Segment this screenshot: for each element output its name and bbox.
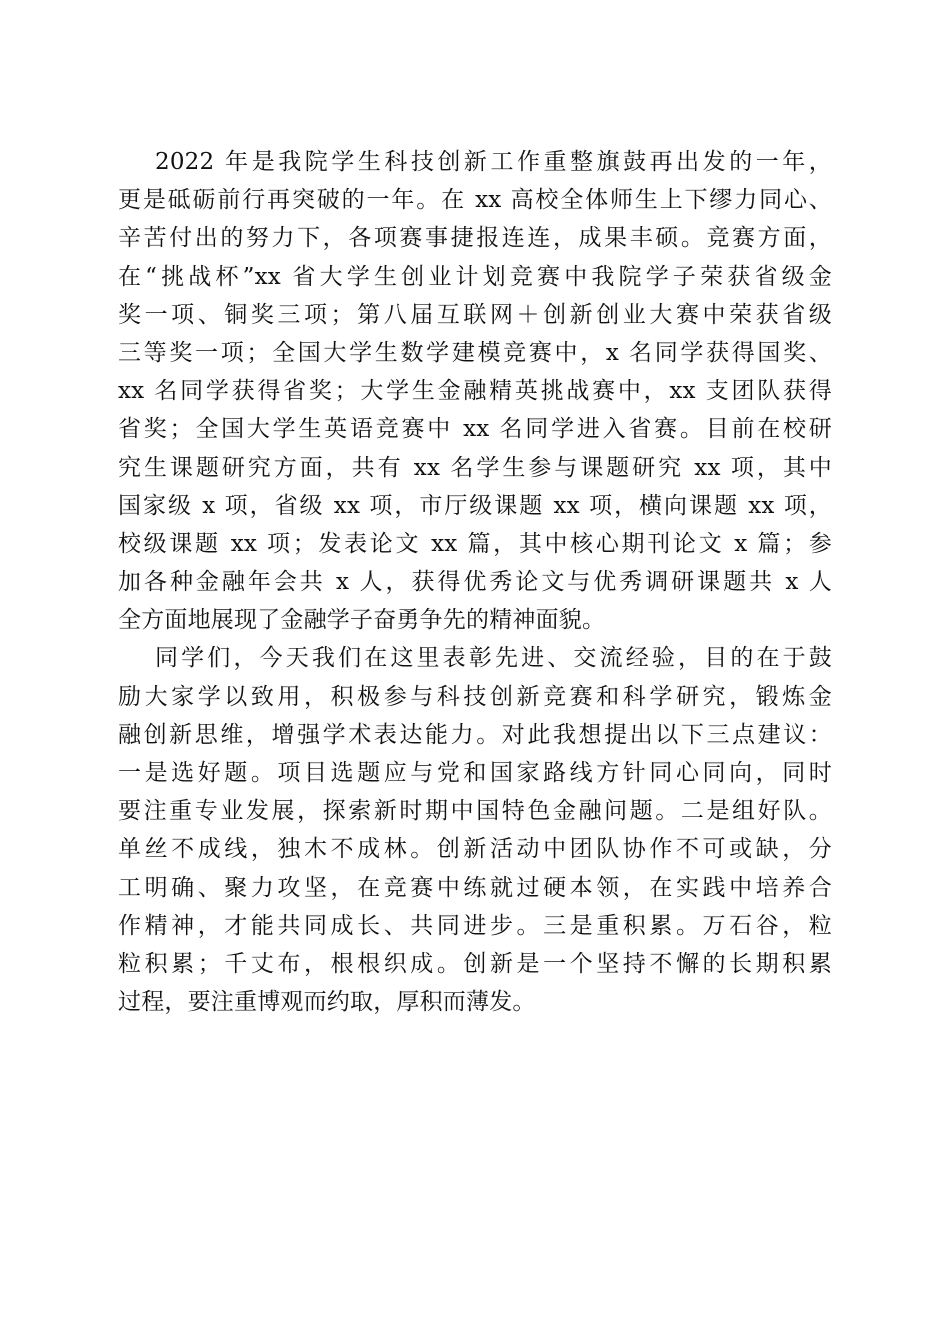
text-line: 粒积累；千丈布，根根织成。创新是一个坚持不懈的长期积累	[118, 950, 832, 977]
text-line: 工明确、聚力攻坚，在竞赛中练就过硬本领，在实践中培养合	[118, 874, 832, 901]
text-line: xx 名同学获得省奖；大学生金融精英挑战赛中，xx 支团队获得	[118, 378, 832, 405]
text-line: 三等奖一项；全国大学生数学建模竞赛中，x 名同学获得国奖、	[118, 339, 832, 366]
text-line: 加各种金融年会共 x 人，获得优秀论文与优秀调研课题共 x 人	[118, 569, 832, 596]
text-line: 同学们，今天我们在这里表彰先进、交流经验，目的在于鼓	[155, 645, 832, 672]
text-line: 一是选好题。项目选题应与党和国家路线方针同心同向，同时	[118, 760, 832, 786]
document-body	[118, 143, 832, 1021]
text-line: 省奖；全国大学生英语竞赛中 xx 名同学进入省赛。目前在校研	[118, 416, 832, 443]
text-line: 2022 年是我院学生科技创新工作重整旗鼓再出发的一年，	[155, 149, 832, 175]
text-line: 国家级 x 项，省级 xx 项，市厅级课题 xx 项，横向课题 xx 项，	[118, 492, 832, 519]
text-line: 作精神，才能共同成长、共同进步。三是重积累。万石谷，粒	[118, 912, 832, 939]
text-line: 单丝不成线，独木不成林。创新活动中团队协作不可或缺，分	[118, 836, 832, 863]
text-line: 融创新思维，增强学术表达能力。对此我想提出以下三点建议：	[118, 721, 832, 748]
paragraph-achievements	[118, 143, 832, 639]
text-line: 要注重专业发展，探索新时期中国特色金融问题。二是组好队。	[118, 798, 832, 825]
text-line: 过程，要注重博观而约取，厚积而薄发。	[118, 989, 536, 1016]
paragraph-suggestions	[118, 639, 832, 1021]
text-line: 校级课题 xx 项；发表论文 xx 篇，其中核心期刊论文 x 篇；参	[118, 530, 832, 557]
text-line: 奖一项、铜奖三项；第八届互联网＋创新创业大赛中荣获省级	[118, 301, 832, 328]
text-line: 究生课题研究方面，共有 xx 名学生参与课题研究 xx 项，其中	[118, 454, 832, 481]
text-line: 全方面地展现了金融学子奋勇争先的精神面貌。	[118, 607, 606, 634]
text-line: 在“挑战杯”xx 省大学生创业计划竞赛中我院学子荣获省级金	[118, 263, 832, 290]
text-line: 更是砥砺前行再突破的一年。在 xx 高校全体师生上下缪力同心、	[118, 187, 832, 214]
text-line: 励大家学以致用，积极参与科技创新竞赛和科学研究，锻炼金	[118, 683, 832, 710]
text-line: 辛苦付出的努力下，各项赛事捷报连连，成果丰硕。竞赛方面，	[118, 225, 832, 252]
